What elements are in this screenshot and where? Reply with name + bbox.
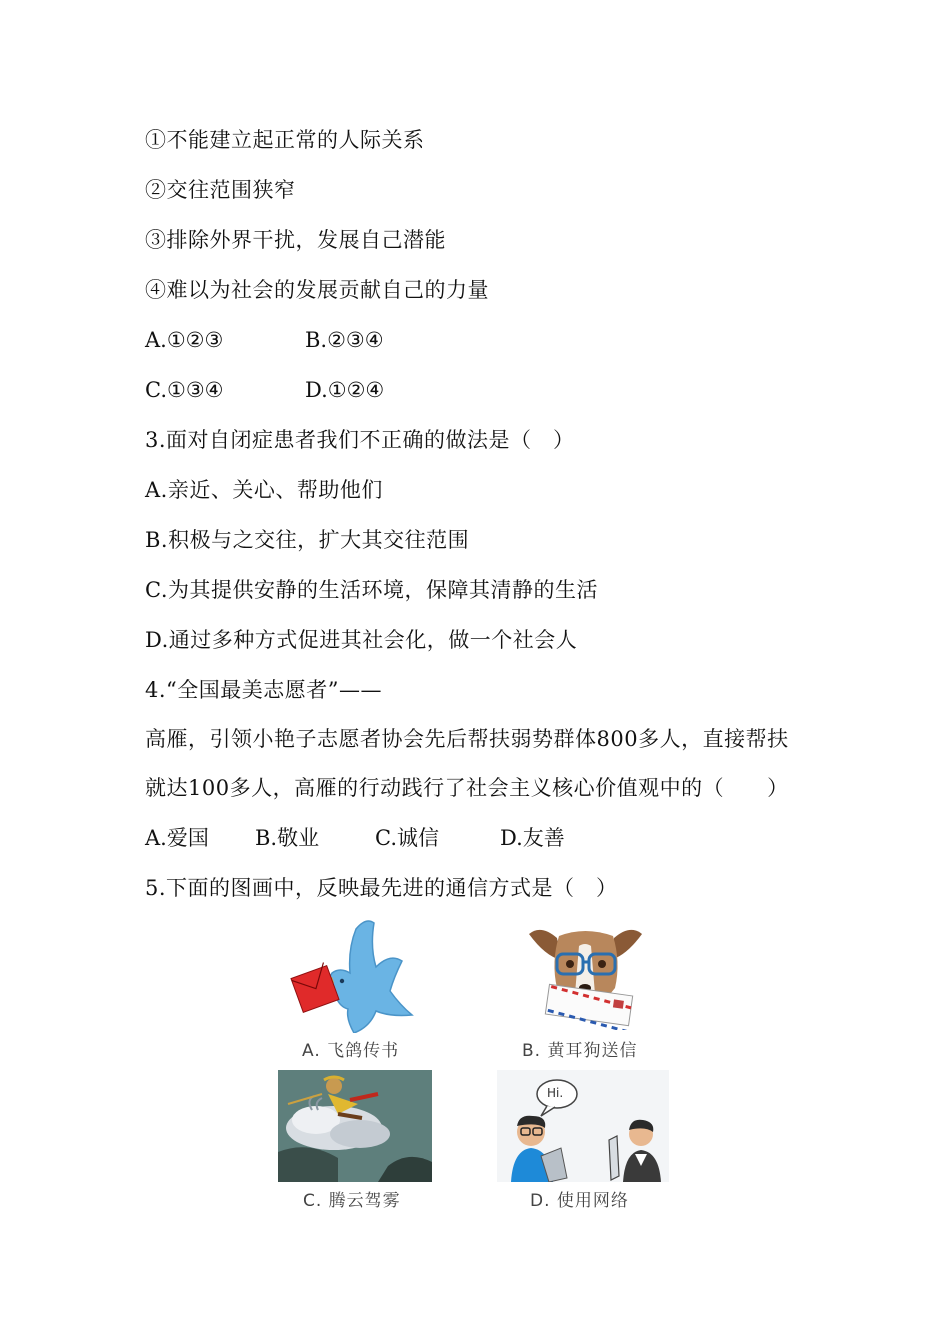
- network-chat-icon: [497, 1070, 669, 1182]
- pigeon-icon: [290, 915, 415, 1033]
- network-chat-image: [497, 1070, 669, 1182]
- q4-stem-line3: 就达100多人，高雁的行动践行了社会主义核心价值观中的（ ）: [145, 776, 789, 800]
- dog-letter-image: [523, 922, 648, 1030]
- q4-stem-line2: 高雁，引领小艳子志愿者协会先后帮扶弱势群体800多人，直接帮扶: [145, 727, 789, 751]
- chat-bubble-text: Hi.: [547, 1086, 564, 1100]
- q5-caption-a: A. 飞鸽传书: [302, 1041, 400, 1061]
- monkey-king-cloud-icon: [278, 1070, 432, 1182]
- cloud-riding-image: [278, 1070, 432, 1182]
- q2-item-3: ③排除外界干扰，发展自己潜能: [145, 228, 446, 252]
- q4-option-b: B.敬业: [255, 826, 320, 850]
- q2-item-4: ④难以为社会的发展贡献自己的力量: [145, 278, 489, 302]
- q2-item-2: ②交往范围狭窄: [145, 178, 296, 202]
- q2-option-b: B.②③④: [305, 328, 384, 352]
- q5-caption-d: D. 使用网络: [530, 1191, 629, 1211]
- q2-option-a: A.①②③: [145, 328, 224, 352]
- dog-icon: [523, 922, 648, 1030]
- q2-item-1: ①不能建立起正常的人际关系: [145, 128, 425, 152]
- q2-option-d: D.①②④: [305, 378, 385, 402]
- q4-option-c: C.诚信: [375, 826, 439, 850]
- q4-option-a: A.爱国: [145, 826, 209, 850]
- q3-option-b: B.积极与之交往，扩大其交往范围: [145, 528, 470, 552]
- pigeon-letter-image: [290, 915, 415, 1033]
- q5-caption-c: C. 腾云驾雾: [303, 1191, 401, 1211]
- q5-caption-b: B. 黄耳狗送信: [522, 1041, 638, 1061]
- q4-option-d: D.友善: [500, 826, 565, 850]
- q3-option-a: A.亲近、关心、帮助他们: [145, 478, 383, 502]
- q3-option-c: C.为其提供安静的生活环境，保障其清静的生活: [145, 578, 598, 602]
- q2-option-c: C.①③④: [145, 378, 224, 402]
- q3-stem: 3.面对自闭症患者我们不正确的做法是（ ）: [145, 428, 575, 452]
- q5-stem: 5.下面的图画中，反映最先进的通信方式是（ ）: [145, 876, 618, 900]
- q3-option-d: D.通过多种方式促进其社会化，做一个社会人: [145, 628, 578, 652]
- q4-stem-line1: 4.“全国最美志愿者”——: [145, 678, 383, 702]
